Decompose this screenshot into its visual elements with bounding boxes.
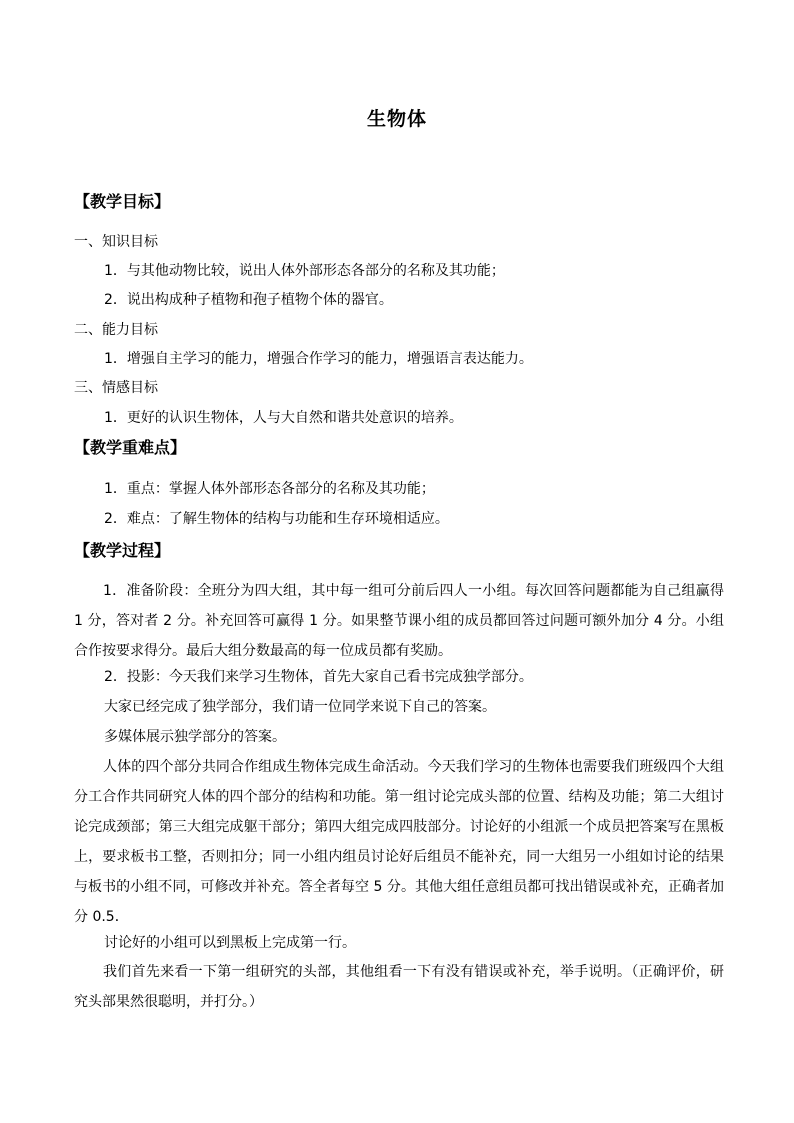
outline-knowledge-goals: 一、知识目标: [74, 234, 158, 250]
process-multimedia-line: 多媒体展示独学部分的答案。: [104, 729, 286, 745]
document-title: 生物体: [366, 108, 427, 130]
process-step-preparation: 1．准备阶段：全班分为四大组，其中每一组可分前后四人一小组。每次回答问题都能为自己组赢得 1 分，答对者 2 分。补充回答可赢得 1 分。如果整节课小组的成员都回答过问题可额外加分 4 分。小组合作按要求得分。最后大组分数最高的每一位成员都有奖励。: [74, 583, 724, 659]
process-self-study-line: 大家已经完成了独学部分，我们请一位同学来说下自己的答案。: [104, 699, 496, 715]
process-blackboard-line: 讨论好的小组可以到黑板上完成第一行。: [104, 935, 356, 951]
emotion-goal-item: 1．更好的认识生物体，人与大自然和谐共处意识的培养。: [104, 410, 463, 426]
key-point-item: 1．重点：掌握人体外部形态各部分的名称及其功能；: [104, 481, 435, 497]
process-group-work: 人体的四个部分共同合作组成生物体完成生命活动。今天我们学习的生物体也需要我们班级四个大组分工合作共同研究人体的四个部分的结构和功能。第一组讨论完成头部的位置、结构及功能；第二大组讨论完成颈部；第三大组完成躯干部分；第四大组完成四肢部分。讨论好的小组派一个成员把答案写在黑板上，要求板书工整，否则扣分；同一小组内组员讨论好后组员不能补充，同一大组另一小组如讨论的结果与板书的小组不同，可修改并补充。答全者每空 5 分。其他大组任意组员都可找出错误或补充，正确者加分 0.5．: [74, 759, 724, 925]
section-heading-objectives: 【教学目标】: [74, 192, 171, 211]
section-heading-process: 【教学过程】: [74, 541, 171, 560]
process-head-review: 我们首先来看一下第一组研究的头部，其他组看一下有没有错误或补充，举手说明。（正确评价，研究头部果然很聪明，并打分。）: [74, 964, 724, 1010]
knowledge-goal-item: 2．说出构成种子植物和孢子植物个体的器官。: [104, 292, 393, 308]
ability-goal-item: 1．增强自主学习的能力，增强合作学习的能力，增强语言表达能力。: [104, 351, 533, 367]
key-point-item: 2．难点：了解生物体的结构与功能和生存环境相适应。: [104, 511, 449, 527]
outline-ability-goals: 二、能力目标: [74, 322, 158, 338]
section-heading-key-points: 【教学重难点】: [74, 438, 187, 457]
outline-emotion-goals: 三、情感目标: [74, 380, 158, 396]
process-step-projection: 2．投影：今天我们来学习生物体，首先大家自己看书完成独学部分。: [104, 669, 533, 685]
knowledge-goal-item: 1．与其他动物比较，说出人体外部形态各部分的名称及其功能；: [104, 263, 505, 279]
